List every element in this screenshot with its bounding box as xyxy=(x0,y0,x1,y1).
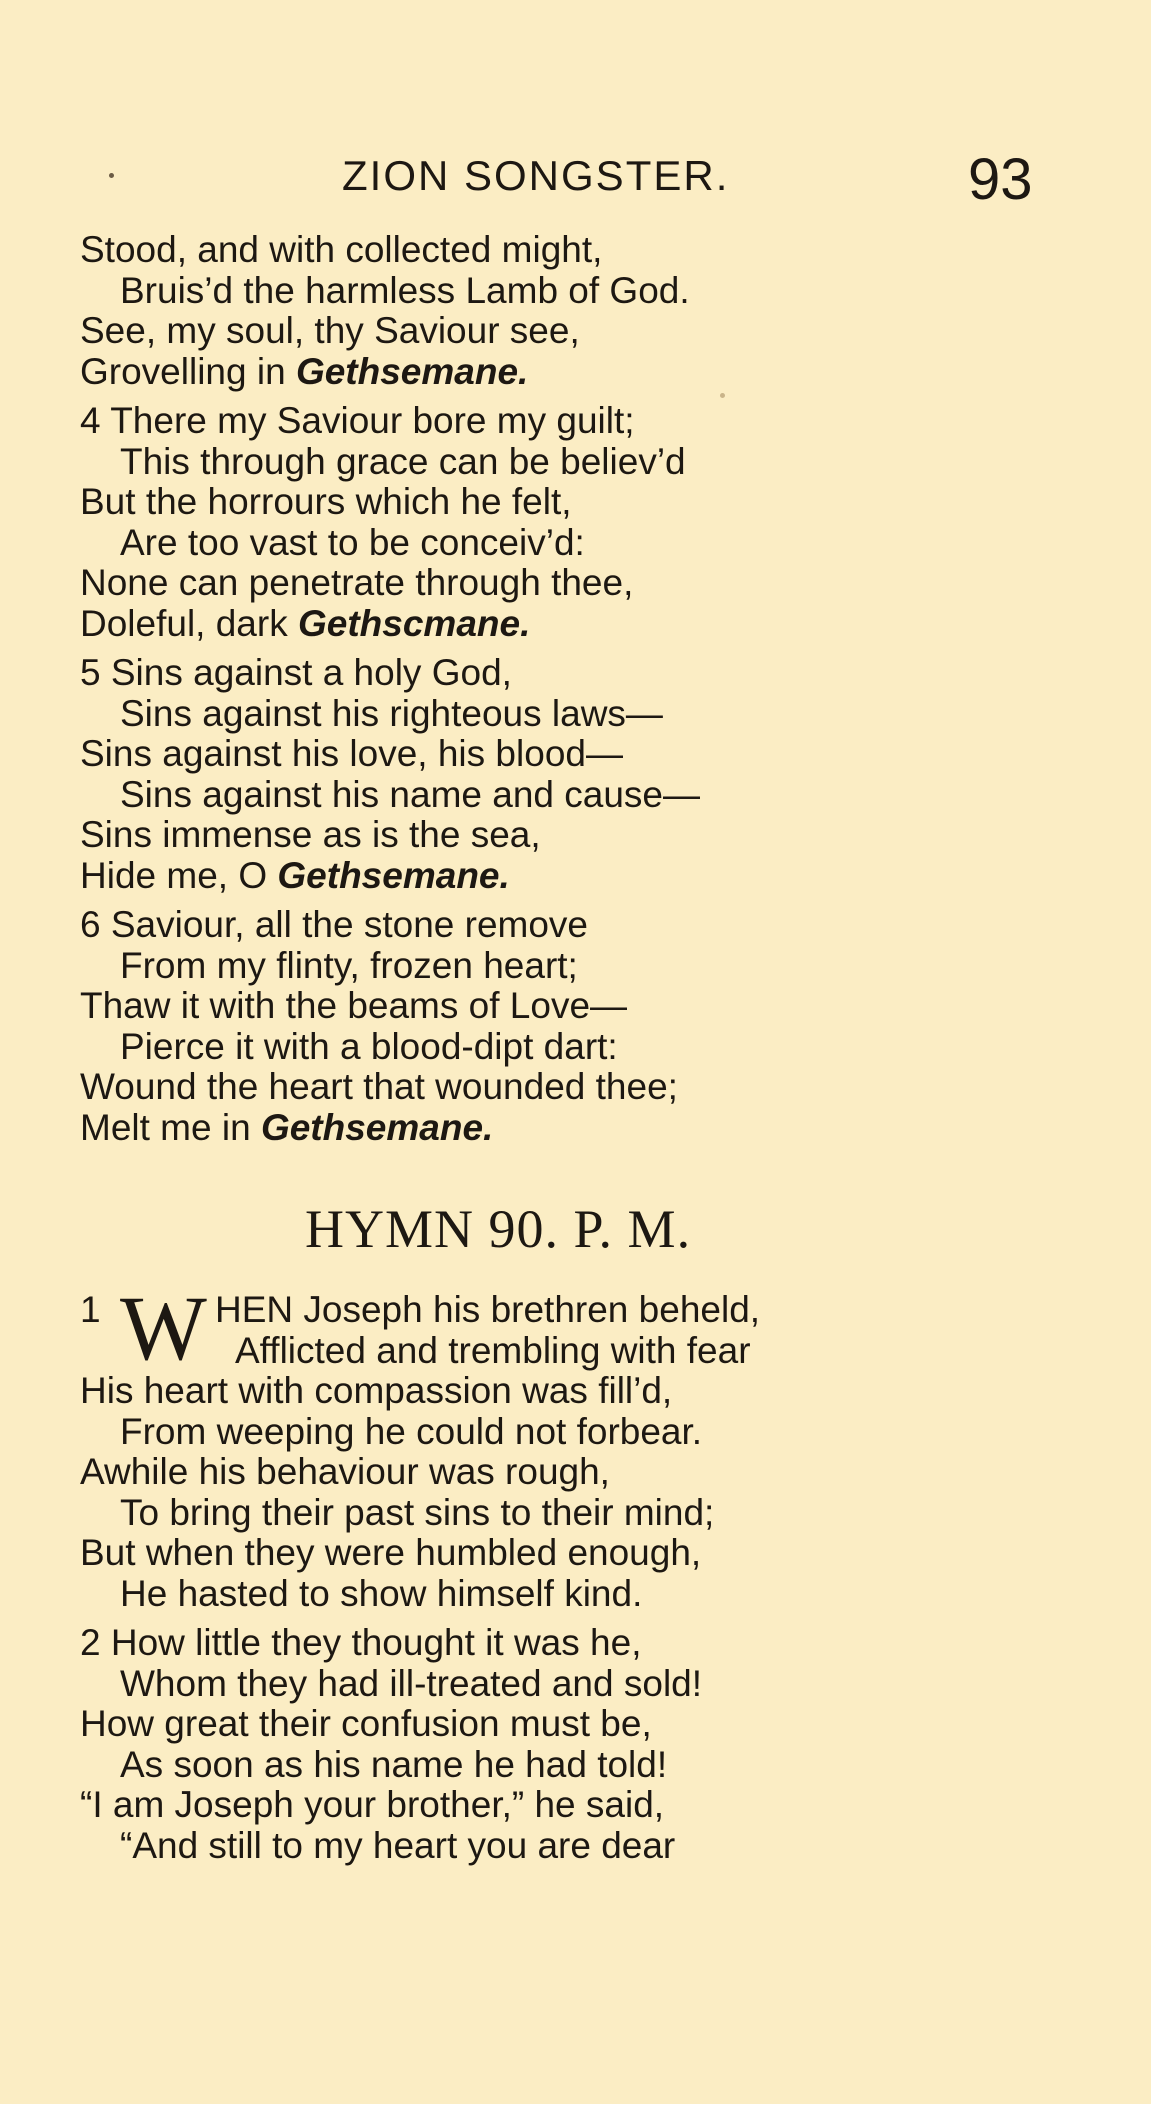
verse-line: Doleful, dark Gethscmane. xyxy=(80,602,531,644)
place-name: Gethscmane. xyxy=(298,602,531,644)
verse-line: Awhile his behaviour was rough, xyxy=(80,1451,610,1492)
page-number: 93 xyxy=(968,147,1033,212)
verse-line: Pierce it with a blood-dipt dart: xyxy=(120,1025,618,1067)
hymn-90-text xyxy=(80,1277,1090,1866)
verse-line: This through grace can be believ’d xyxy=(120,440,686,482)
verse-line: Hide me, O Gethsemane. xyxy=(80,854,510,896)
verse-5 xyxy=(80,653,1080,896)
verse-line: To bring their past sins to their mind; xyxy=(120,1491,715,1533)
hymn-title: HYMN 90. P. M. xyxy=(305,1199,692,1259)
verse-line: Melt me in Gethsemane. xyxy=(80,1106,494,1148)
verse-2 xyxy=(80,1623,1090,1866)
verse-line: HEN Joseph his brethren beheld, xyxy=(215,1289,761,1330)
verse-number: 1 xyxy=(80,1289,101,1330)
verse-3-tail xyxy=(80,230,1080,392)
verse-line: 4 There my Saviour bore my guilt; xyxy=(80,400,635,441)
verse-line: Sins against his righteous laws— xyxy=(120,692,663,734)
verse-6 xyxy=(80,905,1080,1148)
verse-line: Sins against his name and cause— xyxy=(120,773,701,815)
hymn-89-continuation xyxy=(80,230,1080,1148)
verse-line: “I am Joseph your brother,” he said, xyxy=(80,1784,665,1825)
verse-line: Bruis’d the harmless Lamb of God. xyxy=(120,269,690,311)
place-name: Gethsemane. xyxy=(277,854,510,896)
verse-line: 2 How little they thought it was he, xyxy=(80,1622,642,1663)
drop-cap: W xyxy=(120,1277,207,1379)
verse-line: Sins immense as is the sea, xyxy=(80,814,541,855)
verse-line: Sins against his love, his blood— xyxy=(80,733,623,774)
verse-line: But the horrours which he felt, xyxy=(80,481,572,522)
verse-line: Are too vast to be conceiv’d: xyxy=(120,521,585,563)
verse-1 xyxy=(80,1371,1090,1614)
verse-1-opening xyxy=(80,1277,1090,1379)
verse-line: Grovelling in Gethsemane. xyxy=(80,350,529,392)
verse-line: Whom they had ill-treated and sold! xyxy=(120,1662,703,1704)
verse-line: But when they were humbled enough, xyxy=(80,1532,702,1573)
ink-speck xyxy=(109,173,114,178)
verse-line: From weeping he could not forbear. xyxy=(120,1410,703,1452)
verse-line: As soon as his name he had told! xyxy=(120,1743,668,1785)
verse-line: Thaw it with the beams of Love— xyxy=(80,985,628,1026)
verse-line: How great their confusion must be, xyxy=(80,1703,652,1744)
verse-line: “And still to my heart you are dear xyxy=(120,1824,676,1866)
verse-line: From my flinty, frozen heart; xyxy=(120,944,578,986)
verse-line: Stood, and with collected might, xyxy=(80,229,603,270)
verse-line: Afflicted and trembling with fear xyxy=(235,1329,751,1371)
verse-line: Wound the heart that wounded thee; xyxy=(80,1066,678,1107)
verse-line: His heart with compassion was fill’d, xyxy=(80,1370,673,1411)
verse-4 xyxy=(80,401,1080,644)
verse-line: None can penetrate through thee, xyxy=(80,562,634,603)
running-title: ZION SONGSTER. xyxy=(342,152,730,199)
verse-line: 6 Saviour, all the stone remove xyxy=(80,904,589,945)
verse-line: He hasted to show himself kind. xyxy=(120,1572,643,1614)
verse-line: 5 Sins against a holy God, xyxy=(80,652,512,693)
place-name: Gethsemane. xyxy=(260,1106,494,1148)
place-name: Gethsemane. xyxy=(295,350,529,392)
verse-line: See, my soul, thy Saviour see, xyxy=(80,310,580,351)
